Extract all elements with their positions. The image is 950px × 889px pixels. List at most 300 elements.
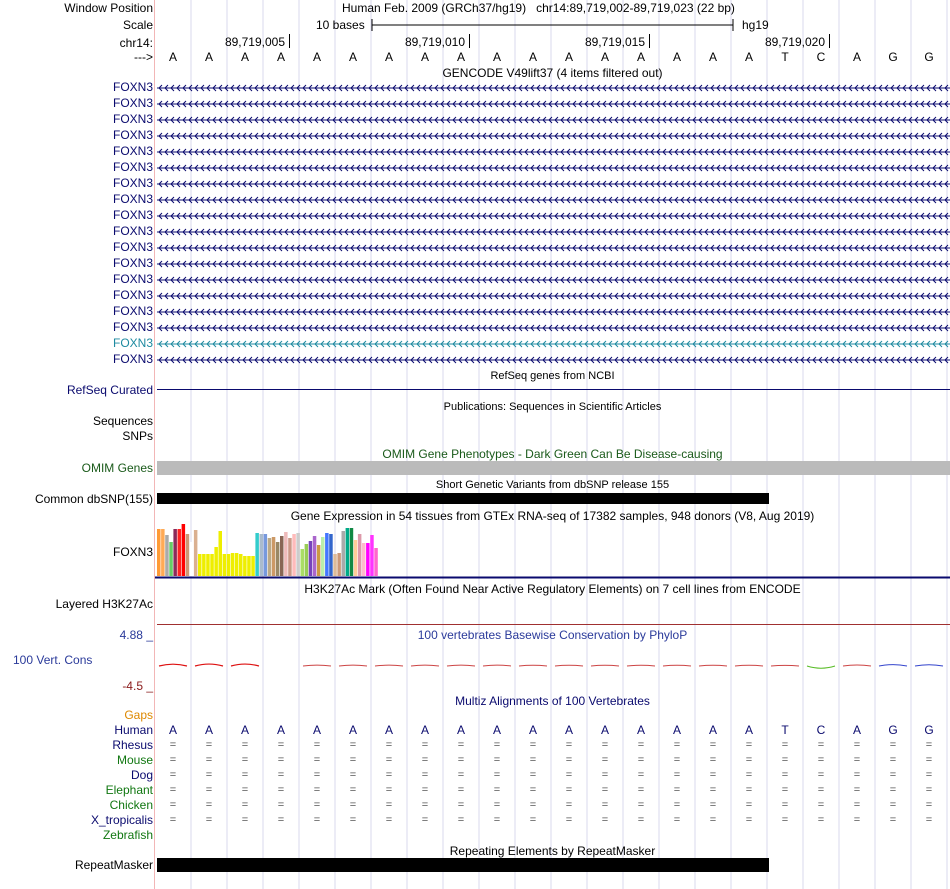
alignment-match: =: [493, 739, 501, 751]
base: A: [240, 50, 249, 64]
alignment-match: =: [421, 799, 429, 811]
alignment-match: =: [853, 754, 861, 766]
alignment-match: =: [673, 754, 681, 766]
alignment-match: =: [529, 769, 537, 781]
alignment-match: =: [673, 784, 681, 796]
base: A: [636, 723, 645, 737]
alignment-match: =: [277, 784, 285, 796]
gencode-gene-label[interactable]: FOXN3: [112, 80, 153, 94]
gencode-gene-model[interactable]: [157, 114, 950, 126]
alignment-match: =: [565, 754, 573, 766]
alignment-match: =: [853, 769, 861, 781]
alignment-match: =: [637, 814, 645, 826]
base: A: [204, 50, 213, 64]
conservation-score-mark: [519, 665, 547, 666]
dbsnp-label[interactable]: Common dbSNP(155): [34, 492, 153, 506]
base: A: [168, 50, 177, 64]
alignment-match: =: [385, 739, 393, 751]
alignment-match: =: [709, 739, 717, 751]
gtex-tissue-bar: [313, 536, 317, 576]
gencode-gene-model[interactable]: [157, 322, 950, 334]
gencode-gene-model[interactable]: [157, 146, 950, 158]
gtex-tissue-bar: [264, 534, 268, 576]
multiz-species-label[interactable]: Rhesus: [112, 738, 153, 752]
conservation-track-title: 100 vertebrates Basewise Conservation by PhyloP: [417, 628, 688, 642]
gtex-tissue-bar: [317, 545, 321, 576]
alignment-match: =: [421, 754, 429, 766]
alignment-match: =: [745, 769, 753, 781]
alignment-match: =: [349, 784, 357, 796]
base: A: [852, 50, 861, 64]
conservation-score-mark: [807, 666, 835, 668]
gtex-tissue-bar: [268, 538, 272, 576]
scale-bar: [370, 17, 736, 33]
alignment-match: =: [277, 769, 285, 781]
multiz-species-label[interactable]: Chicken: [109, 798, 153, 812]
alignment-match: =: [817, 814, 825, 826]
alignment-match: =: [601, 739, 609, 751]
conservation-score-mark: [375, 665, 403, 666]
alignment-match: =: [745, 784, 753, 796]
gtex-tissue-bar: [247, 556, 251, 576]
gtex-tissue-bar: [309, 541, 313, 576]
base: A: [312, 723, 321, 737]
gtex-tissue-bar: [169, 542, 173, 576]
window-position-label: Window Position: [64, 1, 153, 15]
base: A: [384, 723, 393, 737]
alignment-match: =: [637, 754, 645, 766]
base: A: [384, 50, 393, 64]
base: A: [492, 723, 501, 737]
gencode-gene-label[interactable]: FOXN3: [112, 288, 153, 302]
gtex-tissue-bar: [276, 542, 280, 576]
alignment-match: =: [817, 754, 825, 766]
gencode-gene-model[interactable]: [157, 290, 950, 302]
base: A: [420, 723, 429, 737]
alignment-match: =: [493, 784, 501, 796]
gtex-tissue-bar: [157, 529, 161, 576]
base: A: [564, 50, 573, 64]
gtex-tissue-bar: [255, 533, 259, 576]
gtex-bar-chart[interactable]: [155, 522, 950, 580]
gencode-gene-model[interactable]: [157, 258, 950, 270]
gtex-tissue-bar: [165, 535, 169, 576]
gencode-gene-model[interactable]: [157, 178, 950, 190]
gtex-tissue-bar: [186, 534, 190, 576]
alignment-match: =: [205, 739, 213, 751]
alignment-match: =: [565, 799, 573, 811]
gtex-tissue-bar: [325, 533, 329, 576]
pubs-snps-label[interactable]: SNPs: [122, 429, 153, 443]
gencode-gene-label[interactable]: FOXN3: [112, 160, 153, 174]
pubs-sequences-label[interactable]: Sequences: [92, 414, 153, 428]
alignment-match: =: [889, 754, 897, 766]
alignment-match: =: [817, 769, 825, 781]
refseq-line[interactable]: [157, 389, 950, 390]
gtex-track-title: Gene Expression in 54 tissues from GTEx RNA-seq of 17382 samples, 948 donors (V8, Aug 2019): [290, 509, 815, 523]
alignment-match: =: [853, 814, 861, 826]
gtex-tissue-bar: [210, 554, 214, 576]
base: A: [168, 723, 177, 737]
gtex-tissue-bar: [194, 530, 198, 576]
alignment-match: =: [457, 754, 465, 766]
position-text: Human Feb. 2009 (GRCh37/hg19) chr14:89,719,002-89,719,023 (22 bp): [342, 1, 735, 15]
alignment-match: =: [781, 784, 789, 796]
alignment-match: =: [529, 784, 537, 796]
gtex-tissue-bar: [342, 531, 346, 576]
gtex-tissue-bar: [366, 543, 370, 576]
alignment-match: =: [457, 799, 465, 811]
alignment-match: =: [709, 814, 717, 826]
multiz-species-label[interactable]: Mouse: [116, 753, 153, 767]
gencode-gene-label[interactable]: FOXN3: [112, 112, 153, 126]
gtex-tissue-bar: [284, 532, 288, 576]
gencode-gene-label[interactable]: FOXN3: [112, 240, 153, 254]
multiz-gaps-label[interactable]: Gaps: [124, 708, 153, 722]
gtex-tissue-bar: [292, 534, 296, 576]
gtex-tissue-bar: [305, 544, 309, 576]
gtex-tissue-bar: [362, 543, 366, 576]
base: A: [708, 723, 717, 737]
conservation-score-mark: [627, 665, 655, 666]
gtex-tissue-bar: [251, 556, 255, 576]
alignment-match: =: [889, 799, 897, 811]
gtex-tissue-bar: [296, 533, 300, 576]
alignment-match: =: [529, 814, 537, 826]
alignment-match: =: [493, 814, 501, 826]
gencode-gene-model[interactable]: [157, 338, 950, 350]
alignment-match: =: [781, 739, 789, 751]
multiz-species-label[interactable]: Zebrafish: [102, 828, 153, 842]
base: A: [852, 723, 861, 737]
conservation-score-mark: [195, 664, 223, 666]
alignment-match: =: [673, 739, 681, 751]
gtex-tissue-bar: [219, 531, 223, 576]
alignment-match: =: [889, 814, 897, 826]
alignment-match: =: [925, 799, 933, 811]
alignment-match: =: [421, 769, 429, 781]
coordinate-tick: [649, 34, 650, 48]
h3k27ac-baseline: [157, 624, 950, 625]
gtex-label[interactable]: FOXN3: [112, 545, 153, 559]
assembly-label: hg19: [742, 18, 769, 32]
multiz-human-label[interactable]: Human: [114, 723, 153, 737]
alignment-match: =: [169, 799, 177, 811]
conservation-min: -4.5 _: [122, 679, 153, 693]
conservation-score-mark: [339, 665, 367, 666]
alignment-match: =: [385, 784, 393, 796]
alignment-match: =: [241, 814, 249, 826]
alignment-match: =: [169, 814, 177, 826]
gtex-tissue-bar: [354, 540, 358, 576]
alignment-match: =: [709, 754, 717, 766]
coordinate-tick: [829, 34, 830, 48]
coordinate-tick: [469, 34, 470, 48]
alignment-match: =: [529, 739, 537, 751]
base: C: [816, 50, 826, 64]
alignment-match: =: [601, 814, 609, 826]
alignment-match: =: [781, 769, 789, 781]
base: A: [492, 50, 501, 64]
base: A: [528, 723, 537, 737]
base: A: [240, 723, 249, 737]
gencode-gene-label[interactable]: FOXN3: [112, 128, 153, 142]
gtex-tissue-bar: [173, 529, 177, 576]
alignment-match: =: [313, 799, 321, 811]
gencode-gene-label[interactable]: FOXN3: [112, 256, 153, 270]
chrom-label: chr14:: [119, 36, 153, 50]
gencode-gene-model[interactable]: [157, 162, 950, 174]
alignment-match: =: [241, 769, 249, 781]
dbsnp-bar[interactable]: [157, 493, 769, 504]
alignment-match: =: [313, 784, 321, 796]
gencode-gene-model[interactable]: [157, 226, 950, 238]
h3k27ac-label[interactable]: Layered H3K27Ac: [55, 597, 153, 611]
alignment-match: =: [709, 799, 717, 811]
gtex-tissue-bar: [239, 554, 243, 576]
alignment-match: =: [205, 814, 213, 826]
alignment-match: =: [493, 799, 501, 811]
alignment-match: =: [493, 754, 501, 766]
alignment-match: =: [925, 814, 933, 826]
base: G: [888, 723, 898, 737]
gencode-gene-model[interactable]: [157, 274, 950, 286]
alignment-match: =: [565, 814, 573, 826]
base: A: [312, 50, 321, 64]
alignment-match: =: [745, 754, 753, 766]
multiz-species-label[interactable]: Dog: [130, 768, 153, 782]
gtex-tissue-bar: [280, 536, 284, 576]
alignment-match: =: [205, 799, 213, 811]
alignment-match: =: [205, 769, 213, 781]
gtex-tissue-bar: [178, 529, 182, 576]
base: A: [564, 723, 573, 737]
coordinate-label: 89,719,015: [584, 35, 645, 49]
multiz-species-label[interactable]: X_tropicalis: [90, 813, 153, 827]
multiz-track-title: Multiz Alignments of 100 Vertebrates: [455, 694, 650, 708]
conservation-score-mark: [699, 665, 727, 666]
alignment-match: =: [745, 814, 753, 826]
alignment-match: =: [529, 799, 537, 811]
conservation-score-mark: [915, 665, 943, 666]
base: T: [781, 50, 789, 64]
gtex-tissue-bar: [206, 554, 210, 576]
alignment-match: =: [421, 814, 429, 826]
alignment-match: =: [889, 784, 897, 796]
gencode-gene-model[interactable]: [157, 354, 950, 366]
alignment-match: =: [385, 814, 393, 826]
scale-label: Scale: [122, 18, 153, 32]
gtex-tissue-bar: [182, 524, 186, 576]
base: A: [276, 723, 285, 737]
alignment-match: =: [241, 739, 249, 751]
alignment-match: =: [781, 814, 789, 826]
gencode-gene-model[interactable]: [157, 98, 950, 110]
alignment-match: =: [853, 799, 861, 811]
gtex-tissue-bar: [223, 554, 227, 576]
dbsnp-track-title: Short Genetic Variants from dbSNP release 155: [435, 479, 670, 491]
gtex-tissue-bar: [358, 534, 362, 576]
alignment-match: =: [709, 769, 717, 781]
base: A: [708, 50, 717, 64]
conservation-label[interactable]: 100 Vert. Cons: [13, 653, 93, 667]
gencode-gene-label[interactable]: FOXN3: [112, 176, 153, 190]
multiz-species-label[interactable]: Elephant: [105, 783, 153, 797]
gencode-gene-label[interactable]: FOXN3: [112, 320, 153, 334]
alignment-match: =: [457, 739, 465, 751]
base: A: [204, 723, 213, 737]
conservation-score-mark: [555, 665, 583, 666]
gencode-track-title: GENCODE V49lift37 (4 items filtered out): [442, 66, 663, 80]
alignment-match: =: [169, 784, 177, 796]
conservation-score-mark: [159, 664, 187, 666]
gencode-gene-label[interactable]: FOXN3: [112, 304, 153, 318]
alignment-match: =: [349, 754, 357, 766]
alignment-match: =: [349, 799, 357, 811]
alignment-match: =: [493, 769, 501, 781]
alignment-match: =: [313, 769, 321, 781]
omim-bar[interactable]: [157, 461, 950, 475]
alignment-match: =: [277, 739, 285, 751]
alignment-match: =: [925, 739, 933, 751]
gtex-tissue-bar: [333, 554, 337, 576]
gencode-gene-label[interactable]: FOXN3: [112, 96, 153, 110]
base: A: [672, 50, 681, 64]
alignment-match: =: [277, 754, 285, 766]
alignment-match: =: [385, 754, 393, 766]
gencode-gene-model[interactable]: [157, 306, 950, 318]
conservation-score-mark: [411, 665, 439, 666]
alignment-match: =: [601, 784, 609, 796]
gtex-tissue-bar: [329, 534, 333, 576]
alignment-match: =: [745, 799, 753, 811]
gtex-tissue-bar: [260, 534, 264, 576]
gencode-gene-label[interactable]: FOXN3: [112, 272, 153, 286]
alignment-match: =: [817, 799, 825, 811]
alignment-match: =: [565, 784, 573, 796]
gencode-gene-label[interactable]: FOXN3: [112, 144, 153, 158]
refseq-label[interactable]: RefSeq Curated: [66, 383, 153, 397]
alignment-match: =: [457, 784, 465, 796]
alignment-match: =: [565, 769, 573, 781]
alignment-match: =: [169, 754, 177, 766]
alignment-match: =: [241, 754, 249, 766]
pubs-track-title: Publications: Sequences in Scientific Articles: [443, 401, 662, 413]
repeatmasker-track-title: Repeating Elements by RepeatMasker: [449, 844, 656, 858]
gtex-tissue-bar: [337, 553, 341, 576]
alignment-match: =: [637, 739, 645, 751]
coordinate-label: 89,719,010: [404, 35, 465, 49]
alignment-match: =: [313, 739, 321, 751]
alignment-match: =: [781, 754, 789, 766]
alignment-match: =: [241, 784, 249, 796]
h3k27ac-track-title: H3K27Ac Mark (Often Found Near Active Regulatory Elements) on 7 cell lines from ENCODE: [304, 582, 801, 596]
gtex-tissue-bar: [288, 538, 292, 576]
alignment-match: =: [925, 769, 933, 781]
base: C: [816, 723, 826, 737]
alignment-match: =: [457, 769, 465, 781]
omim-label[interactable]: OMIM Genes: [81, 461, 153, 475]
conservation-score-mark: [879, 665, 907, 666]
repeatmasker-label[interactable]: RepeatMasker: [74, 858, 153, 872]
base: A: [528, 50, 537, 64]
repeatmasker-bar[interactable]: [157, 858, 769, 872]
conservation-score-mark: [447, 665, 475, 666]
gtex-tissue-bar: [198, 554, 202, 576]
alignment-match: =: [601, 754, 609, 766]
alignment-match: =: [349, 814, 357, 826]
base: G: [924, 50, 934, 64]
gtex-tissue-bar: [214, 547, 218, 576]
gtex-tissue-bar: [370, 535, 374, 576]
alignment-match: =: [277, 814, 285, 826]
alignment-match: =: [637, 799, 645, 811]
gtex-tissue-bar: [346, 528, 350, 576]
gencode-gene-model[interactable]: [157, 242, 950, 254]
alignment-match: =: [241, 799, 249, 811]
gencode-gene-model[interactable]: [157, 194, 950, 206]
alignment-match: =: [205, 754, 213, 766]
gencode-gene-label[interactable]: FOXN3: [112, 224, 153, 238]
gencode-gene-label[interactable]: FOXN3: [112, 208, 153, 222]
gencode-gene-model[interactable]: [157, 130, 950, 142]
gtex-tissue-bar: [321, 537, 325, 576]
base: A: [348, 723, 357, 737]
alignment-match: =: [565, 739, 573, 751]
alignment-match: =: [529, 754, 537, 766]
conservation-score-mark: [591, 665, 619, 666]
gencode-gene-model[interactable]: [157, 82, 950, 94]
base: A: [672, 723, 681, 737]
base: A: [744, 50, 753, 64]
base: A: [348, 50, 357, 64]
gtex-tissue-bar: [350, 528, 354, 576]
base: G: [924, 723, 934, 737]
alignment-match: =: [889, 739, 897, 751]
gencode-gene-label[interactable]: FOXN3: [112, 336, 153, 350]
alignment-match: =: [853, 739, 861, 751]
base: A: [600, 50, 609, 64]
conservation-score-mark: [771, 665, 799, 666]
base: T: [781, 723, 789, 737]
gencode-gene-model[interactable]: [157, 210, 950, 222]
conservation-graph[interactable]: [155, 656, 950, 676]
base: G: [888, 50, 898, 64]
alignment-match: =: [277, 799, 285, 811]
base: A: [636, 50, 645, 64]
alignment-match: =: [709, 784, 717, 796]
coordinate-label: 89,719,005: [224, 35, 285, 49]
alignment-match: =: [889, 769, 897, 781]
alignment-match: =: [169, 739, 177, 751]
omim-track-title: OMIM Gene Phenotypes - Dark Green Can Be Disease-causing: [382, 447, 723, 461]
gtex-tissue-bar: [161, 529, 165, 576]
alignment-match: =: [457, 814, 465, 826]
coordinate-tick: [289, 34, 290, 48]
alignment-match: =: [601, 769, 609, 781]
conservation-score-mark: [483, 665, 511, 666]
alignment-match: =: [925, 754, 933, 766]
base: A: [456, 723, 465, 737]
strand-label: --->: [134, 50, 153, 64]
gtex-tissue-bar: [243, 556, 247, 576]
gencode-gene-label[interactable]: FOXN3: [112, 192, 153, 206]
alignment-match: =: [673, 769, 681, 781]
base: A: [744, 723, 753, 737]
gencode-gene-label[interactable]: FOXN3: [112, 352, 153, 366]
base: A: [420, 50, 429, 64]
alignment-match: =: [853, 784, 861, 796]
